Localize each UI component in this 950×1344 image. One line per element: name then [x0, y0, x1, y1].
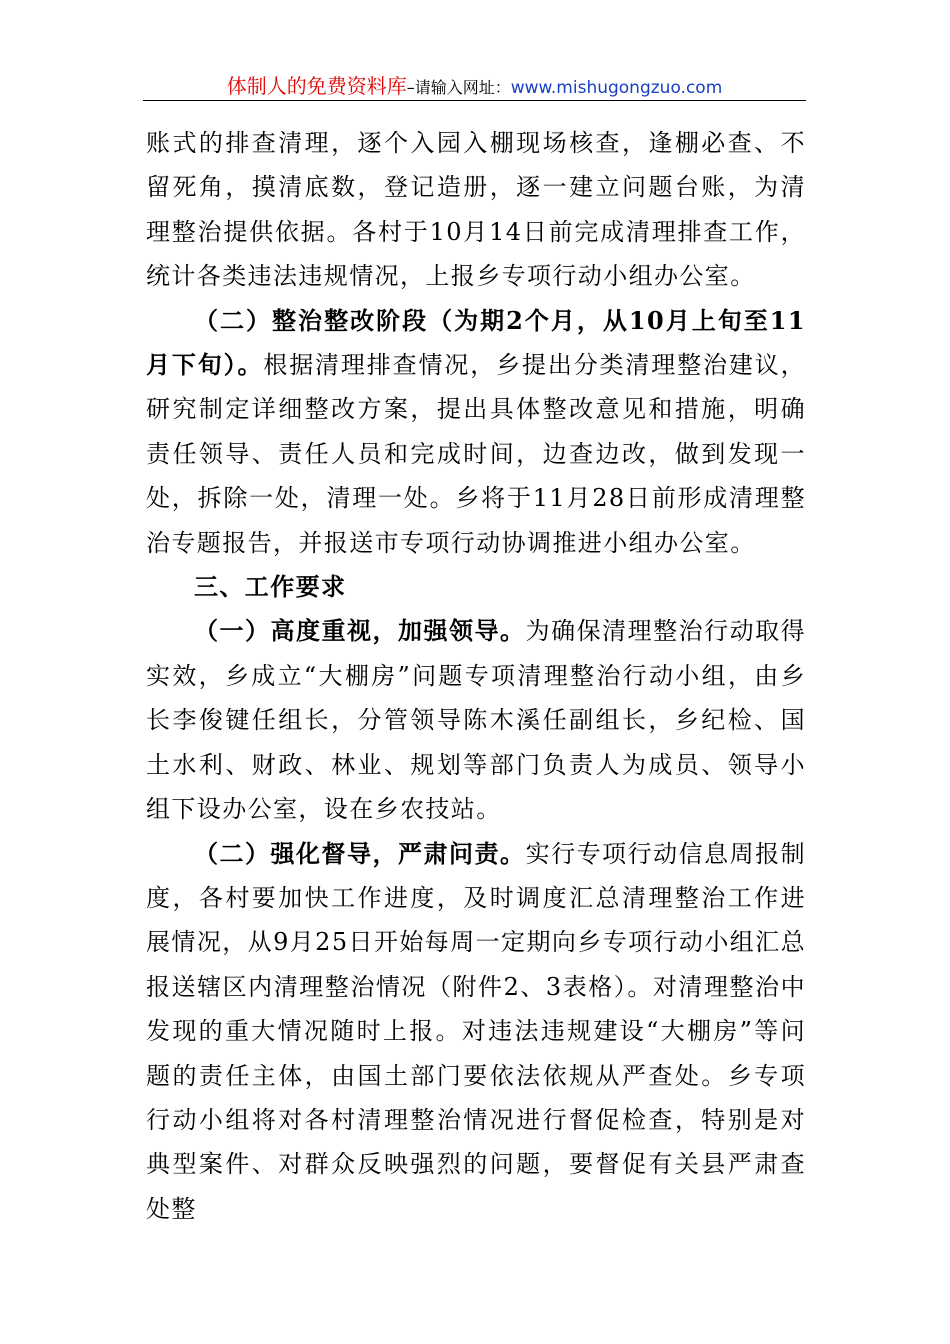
header-brand: 体制人的免费资料库 [226, 74, 407, 98]
paragraph-supervision [146, 832, 806, 1232]
paragraph-lead-rectification: （二）整治整改阶段（为期2个月，从10月上旬至11月下旬）。 [146, 305, 806, 380]
section-heading-requirements: 三、工作要求 [194, 573, 347, 602]
page-header [143, 70, 806, 101]
header-url-link[interactable]: www.mishugongzuo.com [510, 78, 723, 98]
paragraph-lead-supervision: （二）强化督导，严肃问责。 [194, 838, 526, 868]
header-hint: –请输入网址： [406, 78, 511, 97]
paragraph-body-leadership: 为确保清理整治行动取得实效，乡成立“大棚房”问题专项清理整治行动小组，由乡长李俊键任组长，分管领导陈木溪任副组长，乡纪检、国土水利、财政、林业、规划等部门负责人为成员、领导小组下设办公室，设在乡农技站。 [146, 617, 807, 824]
paragraph-rectification-stage [146, 299, 806, 565]
document-body [146, 121, 806, 1231]
paragraph-continued: 账式的排查清理，逐个入园入棚现场核查，逢棚必查、不留死角，摸清底数，登记造册，逐一建立问题台账，为清理整治提供依据。各村于10月14日前完成清理排查工作，统计各类违法违规情况，上报乡专项行动小组办公室。 [146, 129, 806, 291]
paragraph-body-rectification: 根据清理排查情况，乡提出分类清理整治建议，研究制定详细整改方案，提出具体整改意见和措施，明确责任领导、责任人员和完成时间，边查边改，做到发现一处，拆除一处，清理一处。乡将于11月28日前形成清理整治专题报告，并报送市专项行动协调推进小组办公室。 [146, 351, 807, 557]
paragraph-lead-leadership: （一）高度重视，加强领导。 [194, 616, 526, 646]
paragraph-body-supervision: 实行专项行动信息周报制度，各村要加快工作进度，及时调度汇总清理整治工作进展情况，从9月25日开始每周一定期向乡专项行动小组汇总报送辖区内清理整治情况（附件2、3表格）。对清理整治中发现的重大情况随时上报。对违法违规建设“大棚房”等问题的责任主体，由国土部门要依法依规从严查处。乡专项行动小组将对各村清理整治情况进行督促检查，特别是对典型案件、对群众反映强烈的问题，要督促有关县严肃查处整 [146, 839, 807, 1223]
paragraph-leadership [146, 609, 806, 831]
